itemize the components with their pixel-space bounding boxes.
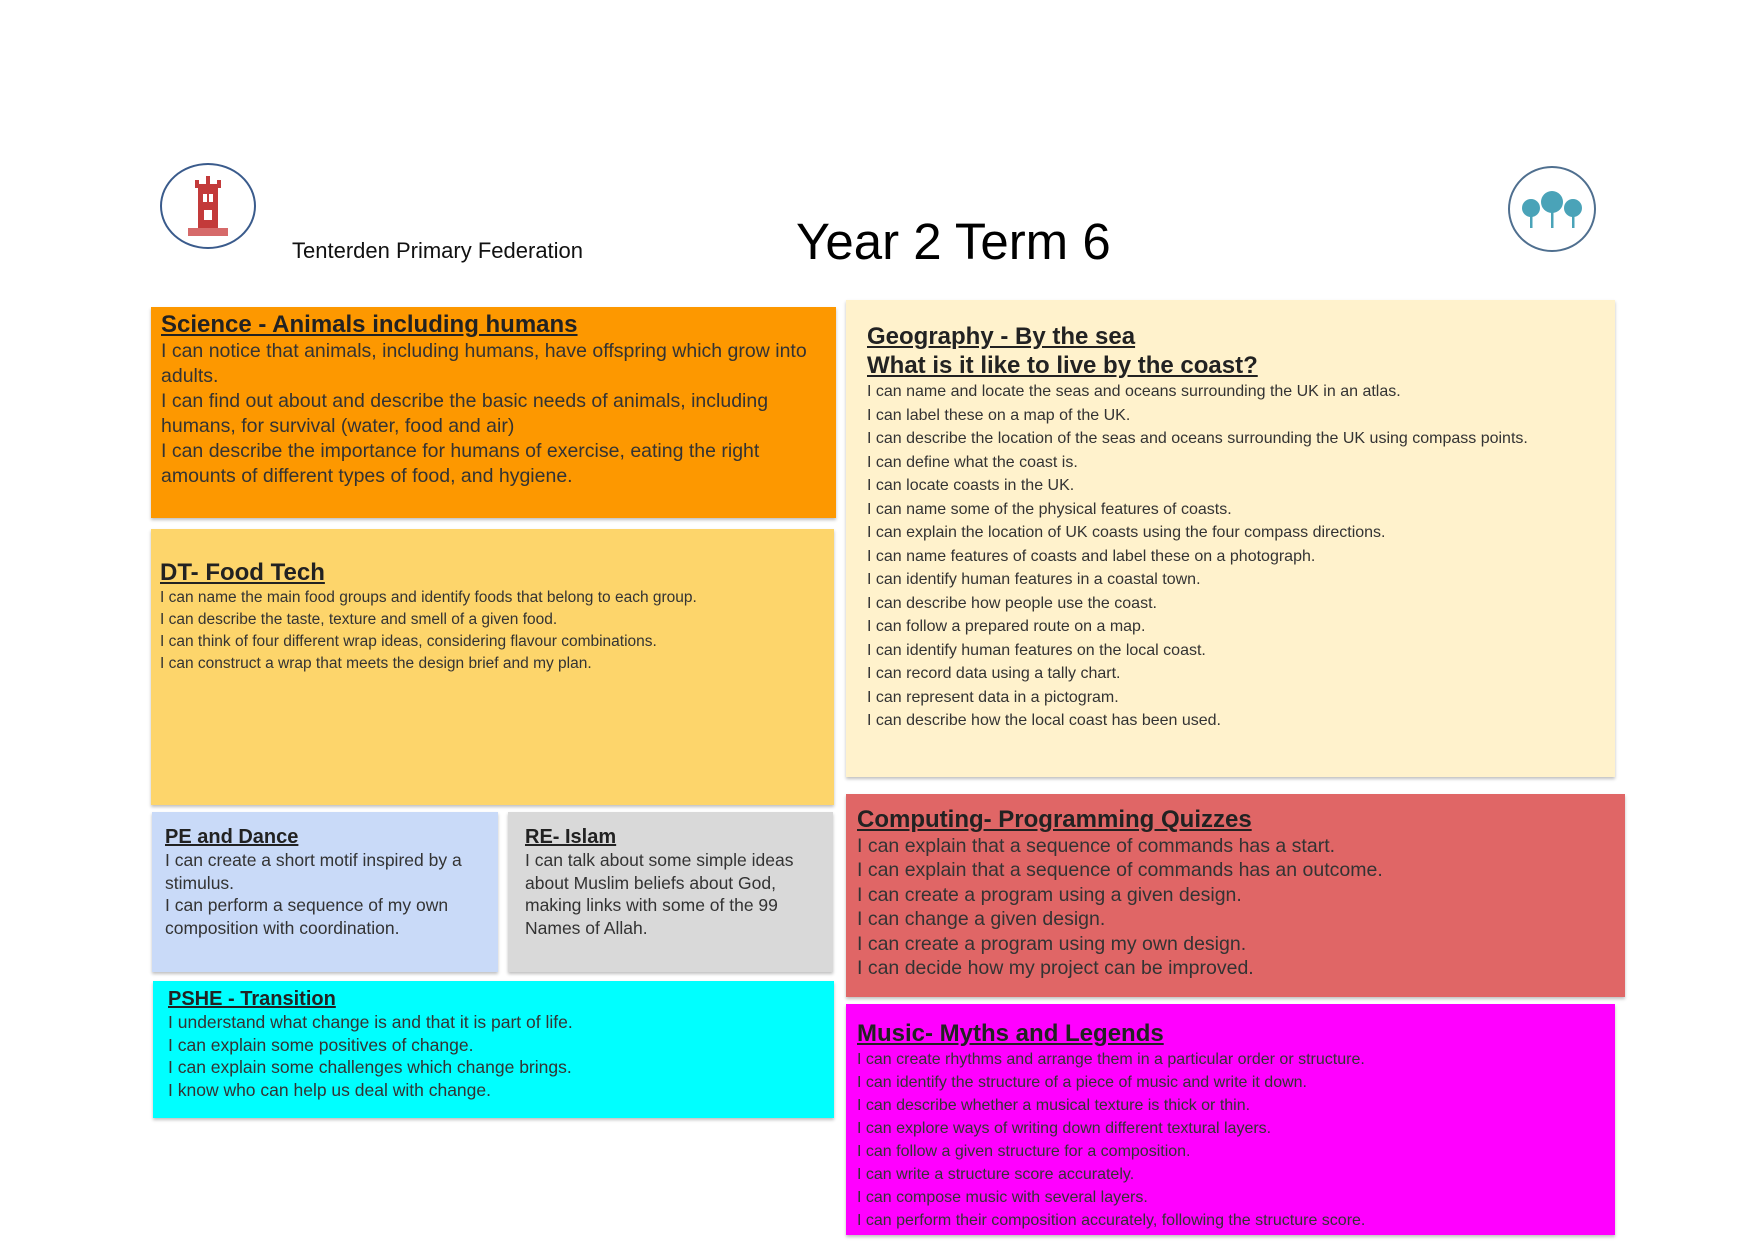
list-item: I can identify human features on the local coast. bbox=[867, 641, 1206, 659]
list-item: I can name features of coasts and label these on a photograph. bbox=[867, 547, 1316, 565]
list-item: I can describe how people use the coast. bbox=[867, 594, 1157, 612]
list-item: I can explore ways of writing down different textural layers. bbox=[857, 1119, 1272, 1137]
three-trees-icon bbox=[1519, 186, 1585, 232]
church-tower-icon bbox=[178, 170, 238, 242]
list-item: I can explain some challenges which change brings. bbox=[168, 1057, 572, 1077]
list-item: I can describe the location of the seas and oceans surrounding the UK using compass points. bbox=[867, 430, 1528, 447]
list-item: I can decide how my project can be improved. bbox=[857, 957, 1254, 980]
list-item: I can create rhythms and arrange them in a particular order or structure. bbox=[857, 1050, 1365, 1068]
list-item: I can locate coasts in the UK. bbox=[867, 477, 1075, 494]
geography-box bbox=[846, 300, 1615, 777]
dt-box bbox=[151, 529, 834, 805]
pshe-list bbox=[168, 1011, 819, 1101]
list-item: I can create a short motif inspired by a stimulus. bbox=[165, 850, 462, 893]
list-item: I can identify the structure of a piece of music and write it down. bbox=[857, 1073, 1307, 1091]
list-item: I can compose music with several layers. bbox=[857, 1188, 1148, 1206]
school-logo-left bbox=[160, 163, 256, 249]
geography-title: Geography - By the sea bbox=[867, 323, 1136, 350]
geography-subtitle: What is it like to live by the coast? bbox=[867, 352, 1258, 379]
list-item: I can notice that animals, including humans, have offspring which grow into adults. bbox=[161, 339, 807, 387]
list-item: I can follow a given structure for a composition. bbox=[857, 1142, 1191, 1160]
list-item: I understand what change is and that it is part of life. bbox=[168, 1012, 573, 1032]
list-item: I can describe whether a musical texture is thick or thin. bbox=[857, 1096, 1251, 1114]
list-item: I can describe the importance for humans of exercise, eating the right amounts of different types of food, and hygiene. bbox=[161, 439, 760, 487]
science-box bbox=[151, 307, 836, 518]
pe-title: PE and Dance bbox=[165, 826, 299, 848]
re-title: RE- Islam bbox=[525, 826, 617, 848]
list-item: I can explain that a sequence of commands has an outcome. bbox=[857, 859, 1383, 882]
music-box bbox=[846, 1004, 1615, 1235]
list-item: I can label these on a map of the UK. bbox=[867, 406, 1131, 424]
list-item: I can name and locate the seas and oceans surrounding the UK in an atlas. bbox=[867, 383, 1401, 400]
list-item: I can define what the coast is. bbox=[867, 453, 1078, 471]
computing-box bbox=[846, 794, 1625, 997]
list-item: I can find out about and describe the basic needs of animals, including humans, for survival (water, food and air) bbox=[161, 389, 769, 437]
list-item: I can describe how the local coast has been used. bbox=[867, 712, 1221, 729]
list-item: I can name some of the physical features of coasts. bbox=[867, 500, 1232, 518]
dt-list bbox=[160, 587, 825, 675]
list-item: I know who can help us deal with change. bbox=[168, 1079, 491, 1100]
list-item: I can record data using a tally chart. bbox=[867, 665, 1121, 682]
pe-list bbox=[165, 849, 485, 939]
list-item: I can talk about some simple ideas about Muslim beliefs about God, making links with some of the 99 Names of Allah. bbox=[525, 850, 794, 938]
list-item: I can change a given design. bbox=[857, 908, 1106, 931]
computing-list bbox=[857, 834, 1614, 981]
list-item: I can explain the location of UK coasts using the four compass directions. bbox=[867, 524, 1386, 541]
dt-title: DT- Food Tech bbox=[160, 559, 325, 586]
list-item: I can create a program using my own design. bbox=[857, 932, 1247, 955]
re-list bbox=[525, 849, 816, 939]
list-item: I can identify human features in a coastal town. bbox=[867, 571, 1201, 588]
list-item: I can describe the taste, texture and smell of a given food. bbox=[160, 610, 558, 628]
science-list bbox=[161, 339, 826, 489]
list-item: I can explain that a sequence of commands has a start. bbox=[857, 834, 1336, 857]
list-item: I can explain some positives of change. bbox=[168, 1034, 474, 1055]
list-item: I can perform a sequence of my own composition with coordination. bbox=[165, 895, 449, 938]
pshe-title: PSHE - Transition bbox=[168, 988, 336, 1010]
re-box bbox=[508, 812, 833, 972]
school-logo-right bbox=[1508, 166, 1596, 252]
pe-box bbox=[152, 812, 498, 972]
computing-title: Computing- Programming Quizzes bbox=[857, 806, 1252, 833]
list-item: I can construct a wrap that meets the design brief and my plan. bbox=[160, 654, 592, 672]
list-item: I can represent data in a pictogram. bbox=[867, 688, 1119, 706]
list-item: I can name the main food groups and identify foods that belong to each group. bbox=[160, 588, 697, 606]
music-list bbox=[857, 1048, 1604, 1232]
list-item: I can write a structure score accurately. bbox=[857, 1165, 1135, 1183]
science-title: Science - Animals including humans bbox=[161, 311, 578, 338]
list-item: I can think of four different wrap ideas, considering flavour combinations. bbox=[160, 632, 657, 650]
page-title: Year 2 Term 6 bbox=[796, 213, 1111, 270]
school-name: Tenterden Primary Federation bbox=[292, 238, 584, 263]
music-title: Music- Myths and Legends bbox=[857, 1020, 1164, 1047]
pshe-box bbox=[153, 981, 834, 1118]
list-item: I can perform their composition accurately, following the structure score. bbox=[857, 1211, 1366, 1229]
list-item: I can create a program using a given design. bbox=[857, 883, 1242, 906]
list-item: I can follow a prepared route on a map. bbox=[867, 618, 1146, 635]
geography-list bbox=[867, 380, 1594, 733]
